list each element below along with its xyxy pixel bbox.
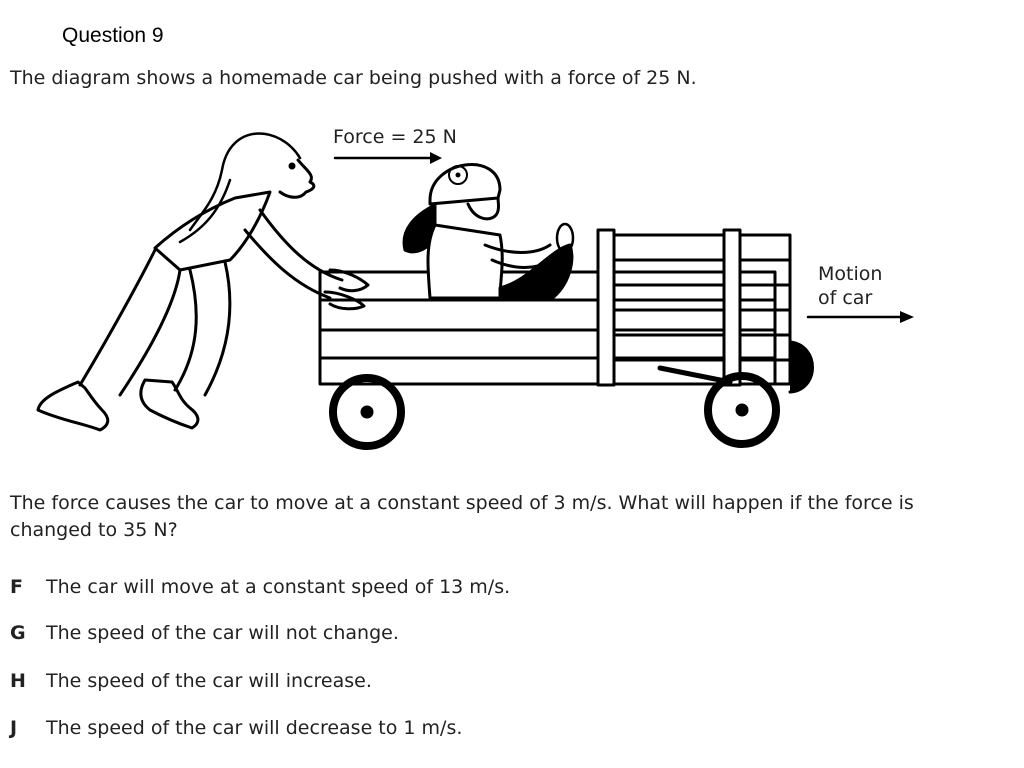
force-arrow	[335, 152, 442, 164]
question-label: Question 9	[62, 24, 164, 47]
choice-letter: G	[10, 622, 26, 644]
choice-h[interactable]	[10, 670, 372, 692]
force-label: Force = 25 N	[333, 126, 457, 148]
motion-label	[818, 262, 882, 310]
motion-label-line1: Motion	[818, 263, 883, 285]
choice-text: The speed of the car will increase.	[46, 670, 372, 692]
child-driver-figure	[404, 165, 573, 300]
choice-text: The speed of the car will decrease to 1 m/s.	[46, 717, 463, 739]
choice-j[interactable]	[10, 717, 462, 739]
choice-letter: J	[10, 717, 18, 739]
question-stem: The force causes the car to move at a constant speed of 3 m/s. What will happen if the force is changed to 35 N?	[10, 492, 914, 541]
pushing-car-illustration	[30, 120, 930, 460]
choice-f[interactable]	[10, 576, 510, 598]
motion-label-line2: of car	[818, 287, 873, 309]
question-intro: The diagram shows a homemade car being pushed with a force of 25 N.	[10, 67, 697, 89]
choice-text: The car will move at a constant speed of 13 m/s.	[46, 576, 511, 598]
choice-letter: H	[10, 670, 26, 692]
diagram	[30, 120, 930, 460]
motion-arrow	[808, 311, 914, 323]
choice-g[interactable]	[10, 622, 399, 644]
choice-letter: F	[10, 576, 23, 598]
choice-text: The speed of the car will not change.	[46, 622, 399, 644]
